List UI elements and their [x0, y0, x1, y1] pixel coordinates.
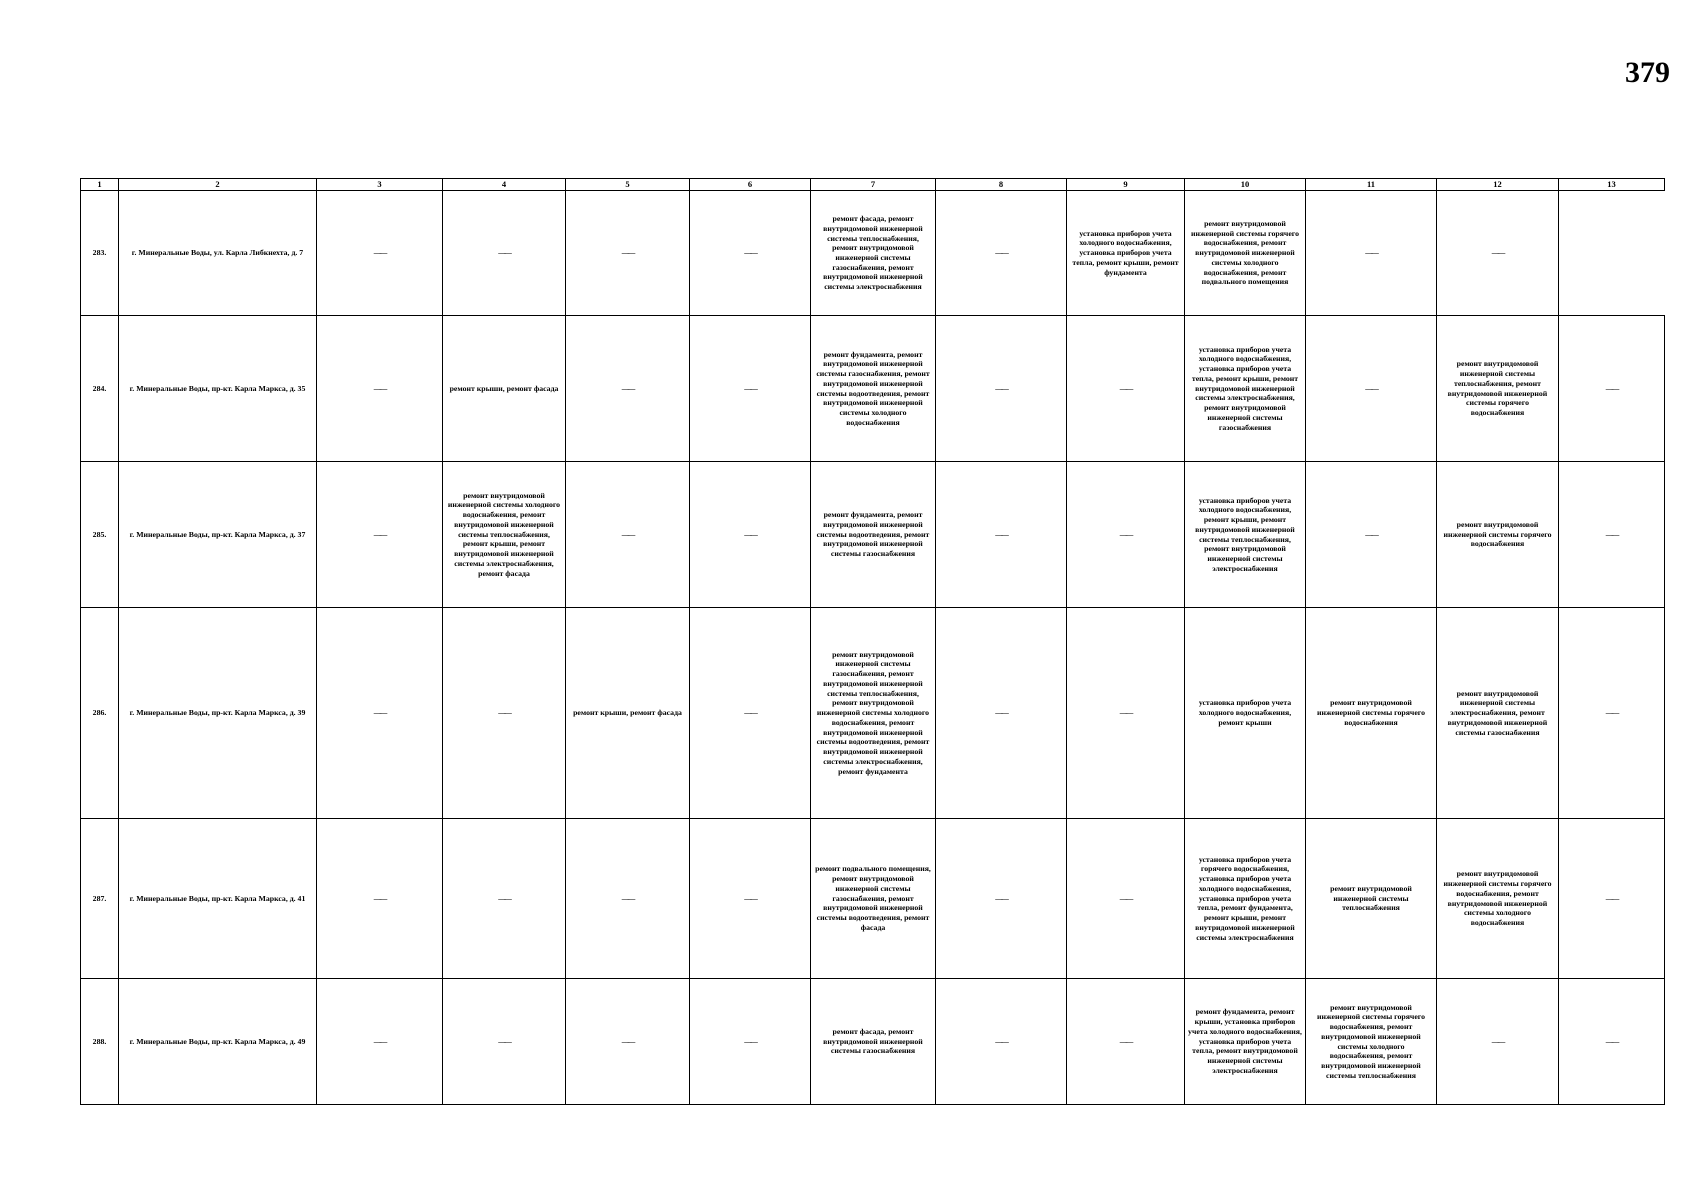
row-number: 288.: [81, 979, 119, 1105]
address-cell: г. Минеральные Воды, пр-кт. Карла Маркса, д. 39: [119, 608, 317, 819]
work-list-cell: ремонт подвального помещения, ремонт внутридомовой инженерной системы газоснабжения, ремонт внутридомовой инженерной системы водоотведения, ремонт фасада: [811, 819, 936, 979]
table-body: [81, 191, 1665, 1105]
empty-mark: ——: [936, 191, 1067, 316]
empty-mark: ——: [443, 819, 566, 979]
empty-mark: ——: [443, 608, 566, 819]
empty-mark: ——: [317, 819, 443, 979]
empty-mark: ——: [1306, 316, 1437, 462]
empty-mark: ——: [1067, 608, 1185, 819]
empty-mark: ——: [317, 191, 443, 316]
work-list-cell: ремонт внутридомовой инженерной системы горячего водоснабжения, ремонт внутридомовой инженерной системы холодного водоснабжения, ремонт подвального помещения: [1185, 191, 1306, 316]
work-list-cell: ремонт фундамента, ремонт внутридомовой инженерной системы газоснабжения, ремонт внутридомовой инженерной системы водоотведения, ремонт внутридомовой инженерной системы холодного водоснабжения: [811, 316, 936, 462]
work-list-cell: ремонт крыши, ремонт фасада: [443, 316, 566, 462]
empty-mark: ——: [317, 316, 443, 462]
row-number: 285.: [81, 462, 119, 608]
empty-mark: ——: [566, 316, 690, 462]
work-list-cell: установка приборов учета холодного водоснабжения, установка приборов учета тепла, ремонт крыши, ремонт фундамента: [1067, 191, 1185, 316]
repair-schedule-table: [80, 178, 1665, 1105]
empty-mark: ——: [1559, 819, 1665, 979]
empty-mark: ——: [1067, 819, 1185, 979]
work-list-cell: ремонт фундамента, ремонт крыши, установка приборов учета холодного водоснабжения, установка приборов учета тепла, ремонт внутридомовой инженерной системы электроснабжения: [1185, 979, 1306, 1105]
table-row: [81, 462, 1665, 608]
table-row: [81, 979, 1665, 1105]
address-cell: г. Минеральные Воды, пр-кт. Карла Маркса, д. 49: [119, 979, 317, 1105]
column-number-2: 2: [119, 179, 317, 191]
empty-mark: ——: [566, 462, 690, 608]
table-row: [81, 819, 1665, 979]
column-number-11: 11: [1306, 179, 1437, 191]
work-list-cell: ремонт фундамента, ремонт внутридомовой инженерной системы водоотведения, ремонт внутридомовой инженерной системы газоснабжения: [811, 462, 936, 608]
empty-mark: ——: [1067, 462, 1185, 608]
empty-mark: ——: [1559, 462, 1665, 608]
address-cell: г. Минеральные Воды, пр-кт. Карла Маркса, д. 35: [119, 316, 317, 462]
work-list-cell: ремонт фасада, ремонт внутридомовой инженерной системы теплоснабжения, ремонт внутридомовой инженерной системы газоснабжения, ремонт внутридомовой инженерной системы электроснабжения: [811, 191, 936, 316]
work-list-cell: ремонт фасада, ремонт внутридомовой инженерной системы газоснабжения: [811, 979, 936, 1105]
column-number-8: 8: [936, 179, 1067, 191]
column-number-13: 13: [1559, 179, 1665, 191]
work-list-cell: ремонт крыши, ремонт фасада: [566, 608, 690, 819]
address-cell: г. Минеральные Воды, ул. Карла Либкнехта, д. 7: [119, 191, 317, 316]
work-list-cell: ремонт внутридомовой инженерной системы горячего водоснабжения: [1306, 608, 1437, 819]
column-number-6: 6: [690, 179, 811, 191]
work-list-cell: ремонт внутридомовой инженерной системы теплоснабжения: [1306, 819, 1437, 979]
empty-mark: ——: [1559, 979, 1665, 1105]
work-list-cell: ремонт внутридомовой инженерной системы горячего водоснабжения, ремонт внутридомовой инженерной системы холодного водоснабжения: [1437, 819, 1559, 979]
empty-mark: ——: [566, 191, 690, 316]
table-row: [81, 608, 1665, 819]
work-list-cell: установка приборов учета холодного водоснабжения, ремонт крыши, ремонт внутридомовой инженерной системы теплоснабжения, ремонт внутридомовой инженерной системы электроснабжения: [1185, 462, 1306, 608]
column-number-4: 4: [443, 179, 566, 191]
work-list-cell: ремонт внутридомовой инженерной системы теплоснабжения, ремонт внутридомовой инженерной системы горячего водоснабжения: [1437, 316, 1559, 462]
empty-mark: ——: [317, 979, 443, 1105]
table-row: [81, 316, 1665, 462]
work-list-cell: ремонт внутридомовой инженерной системы газоснабжения, ремонт внутридомовой инженерной системы теплоснабжения, ремонт внутридомовой инженерной системы холодного водоснабжения, ремонт внутридомовой инженерной системы водоотведения, ремонт внутридомовой инженерной системы электроснабжения, ремонт фундамента: [811, 608, 936, 819]
empty-mark: ——: [1306, 191, 1437, 316]
page-number: 379: [1625, 56, 1670, 89]
work-list-cell: ремонт внутридомовой инженерной системы электроснабжения, ремонт внутридомовой инженерной системы газоснабжения: [1437, 608, 1559, 819]
column-number-1: 1: [81, 179, 119, 191]
table-row: [81, 191, 1665, 316]
empty-mark: ——: [1559, 316, 1665, 462]
empty-mark: ——: [690, 191, 811, 316]
empty-mark: ——: [936, 316, 1067, 462]
empty-mark: ——: [317, 462, 443, 608]
row-number: 287.: [81, 819, 119, 979]
empty-mark: ——: [566, 819, 690, 979]
empty-mark: ——: [1437, 191, 1559, 316]
empty-mark: ——: [936, 979, 1067, 1105]
empty-mark: ——: [690, 316, 811, 462]
column-number-7: 7: [811, 179, 936, 191]
column-number-9: 9: [1067, 179, 1185, 191]
column-number-5: 5: [566, 179, 690, 191]
row-number: 284.: [81, 316, 119, 462]
column-number-12: 12: [1437, 179, 1559, 191]
row-number: 283.: [81, 191, 119, 316]
work-list-cell: установка приборов учета холодного водоснабжения, установка приборов учета тепла, ремонт крыши, ремонт внутридомовой инженерной системы электроснабжения, ремонт внутридомовой инженерной системы газоснабжения: [1185, 316, 1306, 462]
empty-mark: ——: [690, 462, 811, 608]
column-number-3: 3: [317, 179, 443, 191]
empty-mark: ——: [690, 819, 811, 979]
address-cell: г. Минеральные Воды, пр-кт. Карла Маркса, д. 37: [119, 462, 317, 608]
empty-mark: ——: [1067, 316, 1185, 462]
work-list-cell: установка приборов учета горячего водоснабжения, установка приборов учета холодного водоснабжения, установка приборов учета тепла, ремонт фундамента, ремонт крыши, ремонт внутридомовой инженерной системы электроснабжения: [1185, 819, 1306, 979]
row-number: 286.: [81, 608, 119, 819]
work-list-cell: ремонт внутридомовой инженерной системы горячего водоснабжения: [1437, 462, 1559, 608]
empty-mark: ——: [443, 979, 566, 1105]
empty-mark: ——: [1067, 979, 1185, 1105]
empty-mark: ——: [317, 608, 443, 819]
column-number-row: [81, 179, 1665, 191]
empty-mark: ——: [566, 979, 690, 1105]
empty-mark: ——: [690, 979, 811, 1105]
empty-mark: ——: [690, 608, 811, 819]
empty-mark: ——: [936, 819, 1067, 979]
address-cell: г. Минеральные Воды, пр-кт. Карла Маркса, д. 41: [119, 819, 317, 979]
empty-mark: ——: [1437, 979, 1559, 1105]
work-list-cell: ремонт внутридомовой инженерной системы горячего водоснабжения, ремонт внутридомовой инженерной системы холодного водоснабжения, ремонт внутридомовой инженерной системы теплоснабжения: [1306, 979, 1437, 1105]
work-list-cell: установка приборов учета холодного водоснабжения, ремонт крыши: [1185, 608, 1306, 819]
empty-mark: ——: [1306, 462, 1437, 608]
empty-mark: ——: [936, 608, 1067, 819]
empty-mark: ——: [443, 191, 566, 316]
empty-mark: ——: [1559, 608, 1665, 819]
empty-mark: ——: [936, 462, 1067, 608]
work-list-cell: ремонт внутридомовой инженерной системы холодного водоснабжения, ремонт внутридомовой инженерной системы теплоснабжения, ремонт крыши, ремонт внутридомовой инженерной системы электроснабжения, ремонт фасада: [443, 462, 566, 608]
column-number-10: 10: [1185, 179, 1306, 191]
